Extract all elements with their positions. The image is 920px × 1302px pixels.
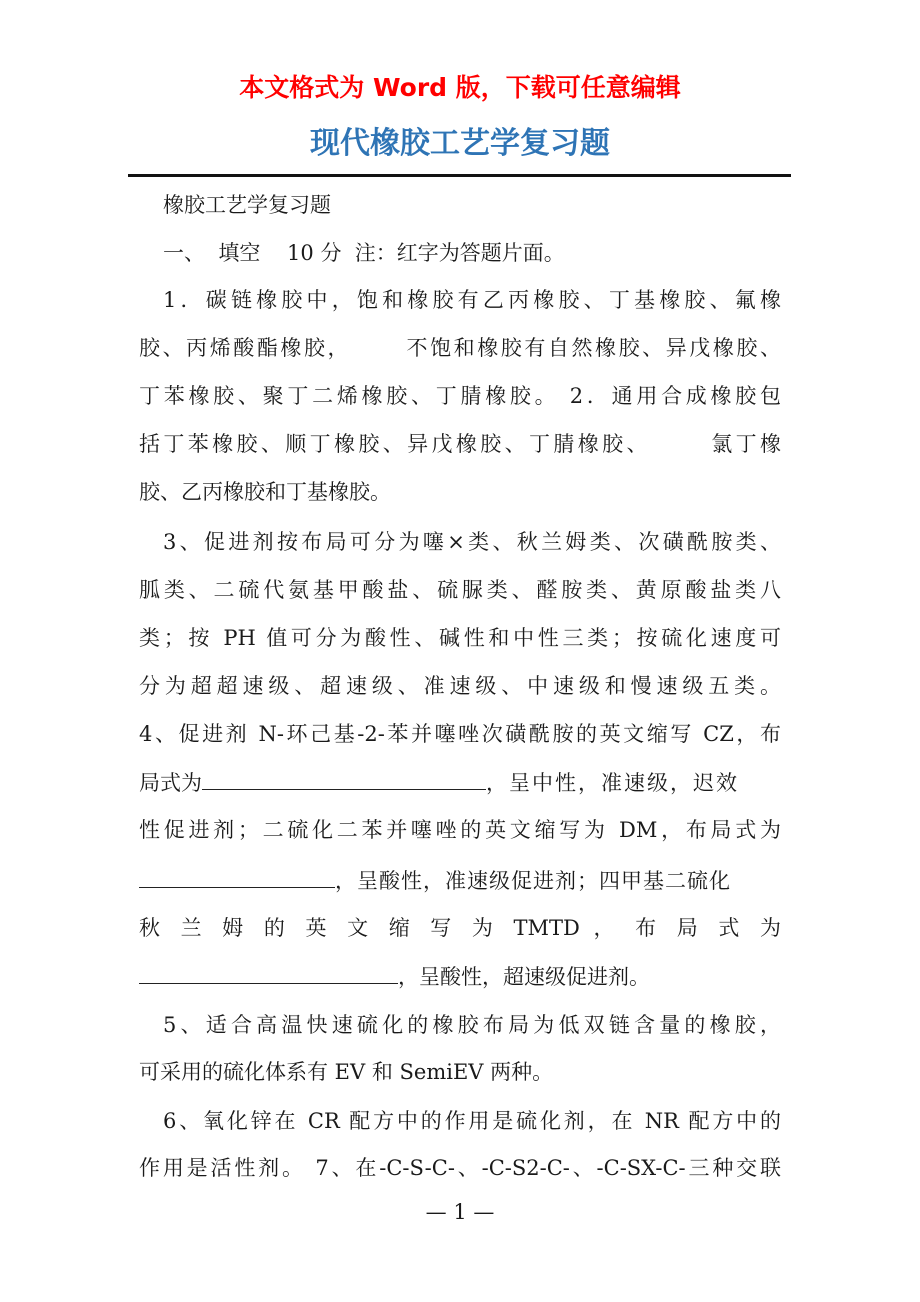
answer-blank-tmtd[interactable] [139, 959, 398, 984]
section-heading: 一、 填空 10 分 注：红字为答题片面。 [163, 241, 565, 265]
subtitle: 橡胶工艺学复习题 [163, 193, 331, 217]
line-text: ，呈酸性，超速级促进剂。 [398, 965, 650, 989]
paragraph-line: 可采用的硫化体系有 EV 和 SemiEV 两种。 [139, 1060, 554, 1084]
document-title: 现代橡胶工艺学复习题 [310, 126, 610, 161]
paragraph-line: 秋 兰 姆 的 英 文 缩 写 为 TMTD ， 布 局 式 为 [139, 916, 781, 940]
download-notice: 本文格式为 Word 版，下载可任意编辑 [239, 73, 681, 102]
paragraph-line: 丁苯橡胶、聚丁二烯橡胶、丁腈橡胶。 2．通用合成橡胶包 [139, 384, 781, 408]
paragraph-line: 胍类、二硫代氨基甲酸盐、硫脲类、醛胺类、黄原酸盐类八 [139, 578, 781, 602]
title-divider [128, 174, 791, 177]
line-text: ，呈中性，准速级，迟效 [486, 771, 739, 795]
paragraph-line: 4、促进剂 N-环己基-2-苯并噻唑次磺酰胺的英文缩写 CZ，布 [139, 722, 781, 746]
paragraph-line: 5、适合高温快速硫化的橡胶布局为低双链含量的橡胶， [163, 1013, 781, 1037]
paragraph-line: 分为超超速级、超速级、准速级、中速级和慢速级五类。 [139, 674, 781, 698]
paragraph-line [139, 765, 781, 799]
paragraph-line: 胶、丙烯酸酯橡胶， 不饱和橡胶有自然橡胶、异戊橡胶、 [139, 336, 781, 360]
paragraph-line [139, 959, 781, 993]
line-text: 局式为 [139, 771, 202, 795]
line-text: ，呈酸性，准速级促进剂；四甲基二硫化 [335, 869, 731, 893]
paragraph-line [139, 863, 781, 897]
paragraph-line: 类；按 PH 值可分为酸性、碱性和中性三类；按硫化速度可 [139, 626, 781, 650]
paragraph-line: 6、氧化锌在 CR 配方中的作用是硫化剂，在 NR 配方中的 [163, 1109, 781, 1133]
paragraph-line: 括丁苯橡胶、顺丁橡胶、异戊橡胶、丁腈橡胶、 氯丁橡 [139, 432, 781, 456]
paragraph-line: 性促进剂；二硫化二苯并噻唑的英文缩写为 DM，布局式为 [139, 818, 781, 842]
paragraph-line: 作用是活性剂。 7、在-C-S-C-、-C-S2-C-、-C-SX-C-三种交联 [139, 1156, 781, 1180]
paragraph-line: 胶、乙丙橡胶和丁基橡胶。 [139, 480, 391, 504]
answer-blank-cz[interactable] [202, 765, 486, 790]
answer-blank-dm[interactable] [139, 863, 335, 888]
paragraph-line: 3、促进剂按布局可分为噻×类、秋兰姆类、次磺酰胺类、 [163, 530, 781, 554]
page-number: — 1 — [425, 1200, 495, 1224]
paragraph-line: 1．碳链橡胶中，饱和橡胶有乙丙橡胶、丁基橡胶、氟橡 [163, 288, 781, 312]
